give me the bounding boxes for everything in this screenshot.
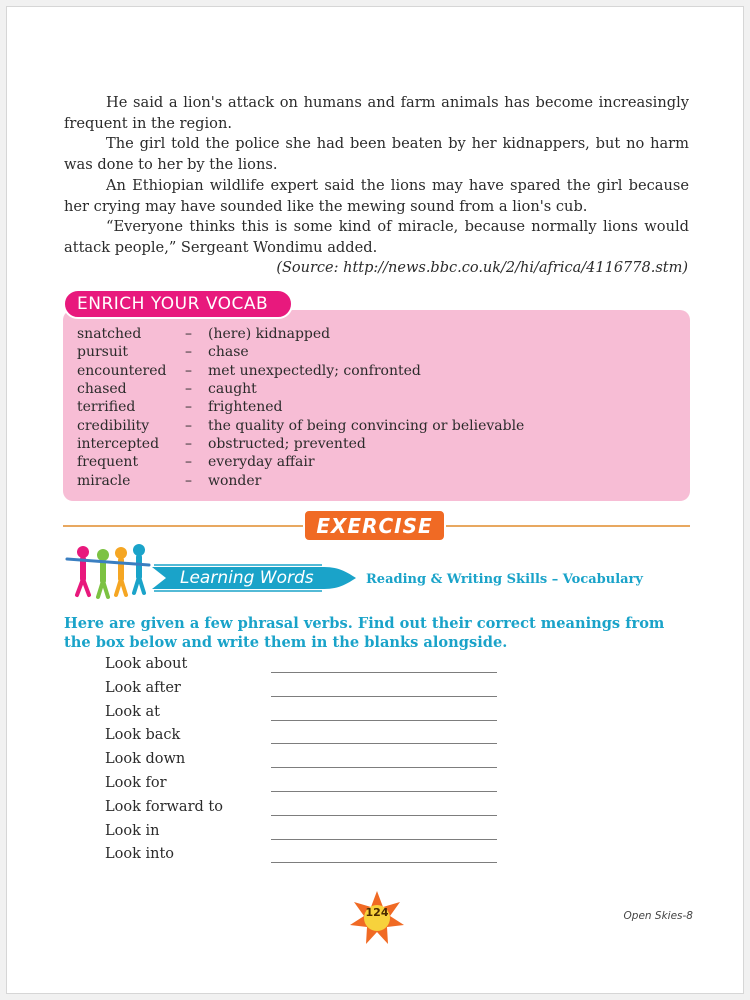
phrasal-verb-label: Look forward to (105, 798, 223, 815)
phrasal-verb-label: Look down (105, 751, 186, 768)
phrasal-verb-label: Look back (105, 727, 181, 744)
learning-words-title: Learning Words (180, 568, 314, 588)
phrasal-verb-row (105, 656, 505, 680)
story-paragraph: An Ethiopian wildlife expert said the lions may have spared the girl because her crying may have sounded like the mewing sound from a lion's cub. (64, 176, 689, 215)
vocab-meaning: caught (208, 381, 257, 398)
vocab-dash: – (185, 381, 192, 398)
vocab-entry (77, 398, 524, 416)
phrasal-verb-row (105, 751, 505, 775)
vocab-dash: – (185, 454, 192, 471)
answer-blank[interactable] (271, 672, 497, 673)
vocab-dash: – (185, 435, 192, 452)
vocab-word: terrified (77, 399, 136, 416)
phrasal-verb-label: Look at (105, 703, 160, 720)
phrasal-verb-row (105, 799, 505, 823)
phrasal-verb-label: Look after (105, 679, 181, 696)
phrasal-verb-list (105, 656, 505, 870)
vocab-entry (77, 380, 524, 398)
vocab-entry (77, 343, 524, 361)
vocab-word: pursuit (77, 344, 128, 361)
vocab-entry (77, 416, 524, 434)
vocab-dash: – (185, 472, 192, 489)
vocab-entry (77, 325, 524, 343)
vocab-meaning: everyday affair (208, 454, 315, 471)
vocab-entry (77, 453, 524, 471)
phrasal-verb-label: Look in (105, 822, 160, 839)
phrasal-verb-row (105, 823, 505, 847)
vocab-entry (77, 435, 524, 453)
phrasal-verb-row (105, 727, 505, 751)
vocab-dash: – (185, 362, 192, 379)
story-paragraph: The girl told the police she had been beaten by her kidnappers, but no harm was done to her by the lions. (64, 135, 689, 174)
vocab-title: ENRICH YOUR VOCAB (63, 289, 293, 319)
vocab-meaning: wonder (208, 472, 262, 489)
book-name: Open Skies-8 (623, 910, 693, 922)
vocab-meaning: frightened (208, 399, 283, 416)
vocab-list (77, 325, 524, 490)
vocab-entry (77, 362, 524, 380)
story-paragraph: “Everyone thinks this is some kind of miracle, because normally lions would attack people,” Sergeant Wondimu added. (64, 218, 689, 256)
page-number: 124 (365, 906, 389, 919)
answer-blank[interactable] (271, 720, 497, 721)
divider-left (63, 525, 303, 527)
story-text (64, 93, 689, 259)
answer-blank[interactable] (271, 696, 497, 697)
vocab-dash: – (185, 344, 192, 361)
vocab-word: snatched (77, 326, 142, 343)
phrasal-verb-row (105, 775, 505, 799)
source-citation: (Source: http://news.bbc.co.uk/2/hi/africa/4116778.stm) (276, 260, 688, 276)
phrasal-verb-label: Look into (105, 846, 175, 863)
skills-label: Reading & Writing Skills – Vocabulary (366, 572, 643, 587)
answer-blank[interactable] (271, 815, 497, 816)
vocab-meaning: (here) kidnapped (208, 326, 331, 343)
vocab-dash: – (185, 417, 192, 434)
answer-blank[interactable] (271, 862, 497, 863)
vocab-dash: – (185, 326, 192, 343)
answer-blank[interactable] (271, 791, 497, 792)
answer-blank[interactable] (271, 839, 497, 840)
phrasal-verb-row (105, 680, 505, 704)
divider-right (446, 525, 690, 527)
phrasal-verb-row (105, 846, 505, 870)
exercise-tag: EXERCISE (303, 509, 446, 542)
exercise-instruction: Here are given a few phrasal verbs. Find out their correct meanings from the box below and write them in the blanks alongside. (64, 615, 665, 651)
vocab-word: credibility (77, 417, 150, 434)
children-holding-hands-icon (63, 543, 153, 601)
vocab-word: encountered (77, 362, 167, 379)
answer-blank[interactable] (271, 743, 497, 744)
vocab-word: miracle (77, 472, 131, 489)
vocab-meaning: met unexpectedly; confronted (208, 362, 421, 379)
vocab-meaning: the quality of being convincing or believable (208, 417, 525, 434)
vocab-entry (77, 471, 524, 489)
vocab-word: intercepted (77, 435, 160, 452)
story-paragraph: He said a lion's attack on humans and farm animals has become increasingly frequent in the region. (64, 94, 689, 132)
vocab-meaning: obstructed; prevented (208, 435, 366, 452)
vocab-meaning: chase (208, 344, 249, 361)
phrasal-verb-label: Look for (105, 774, 167, 791)
vocab-word: chased (77, 381, 127, 398)
phrasal-verb-row (105, 704, 505, 728)
vocab-dash: – (185, 399, 192, 416)
answer-blank[interactable] (271, 767, 497, 768)
phrasal-verb-label: Look about (105, 656, 188, 672)
vocab-word: frequent (77, 454, 139, 471)
